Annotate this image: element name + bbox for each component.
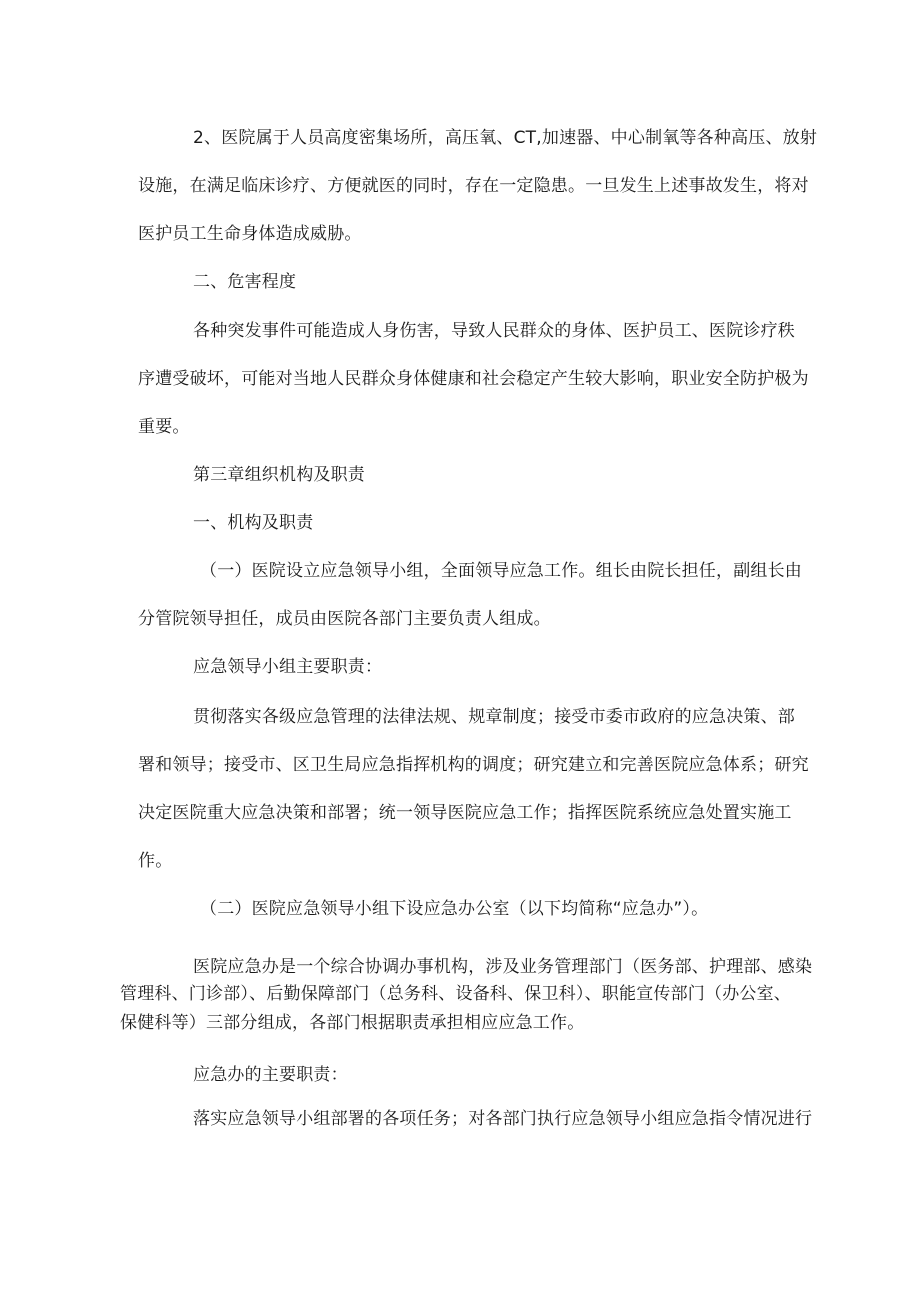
- paragraph-line: 署和领导；接受市、区卫生局应急指挥机构的调度；研究建立和完善医院应急体系；研究: [138, 755, 809, 775]
- subheading: 应急办的主要职责：: [193, 1065, 348, 1085]
- paragraph-line: 保健科等）三部分组成，各部门根据职责承担相应应急工作。: [120, 1013, 585, 1033]
- section-heading: 二、危害程度: [193, 272, 297, 292]
- paragraph-line: 医院应急办是一个综合协调办事机构，涉及业务管理部门（医务部、护理部、感染: [193, 957, 813, 977]
- paragraph-line: 重要。: [138, 417, 190, 437]
- paragraph-line: 分管院领导担任，成员由医院各部门主要负责人组成。: [138, 609, 551, 629]
- paragraph-line: 落实应急领导小组部署的各项任务；对各部门执行应急领导小组应急指令情况进行: [193, 1109, 813, 1129]
- paragraph-line: 医护员工生命身体造成威胁。: [138, 224, 362, 244]
- paragraph-line: 决定医院重大应急决策和部署；统一领导医院应急工作；指挥医院系统应急处置实施工: [138, 803, 792, 823]
- paragraph-line: （二）医院应急领导小组下设应急办公室（以下均简称“应急办”）。: [200, 899, 709, 919]
- paragraph-line: 作。: [138, 851, 173, 871]
- paragraph-line: 各种突发事件可能造成人身伤害，导致人民群众的身体、医护员工、医院诊疗秩: [193, 321, 795, 341]
- paragraph-line: 序遭受破坏，可能对当地人民群众身体健康和社会稳定产生较大影响，职业安全防护极为: [138, 369, 809, 389]
- paragraph-line: 2、医院属于人员高度密集场所，高压氧、CT,加速器、中心制氧等各种高压、放射: [193, 128, 818, 148]
- chapter-heading: 第三章组织机构及职责: [193, 465, 365, 485]
- paragraph-line: 管理科、门诊部）、后勤保障部门（总务科、设备科、保卫科）、职能宣传部门（办公室、: [120, 984, 791, 1004]
- paragraph-line: （一）医院设立应急领导小组，全面领导应急工作。组长由院长担任，副组长由: [200, 561, 802, 581]
- paragraph-line: 设施，在满足临床诊疗、方便就医的同时，存在一定隐患。一旦发生上述事故发生，将对: [138, 176, 809, 196]
- subheading: 应急领导小组主要职责：: [193, 657, 383, 677]
- section-heading: 一、机构及职责: [193, 513, 314, 533]
- paragraph-line: 贯彻落实各级应急管理的法律法规、规章制度；接受市委市政府的应急决策、部: [193, 707, 795, 727]
